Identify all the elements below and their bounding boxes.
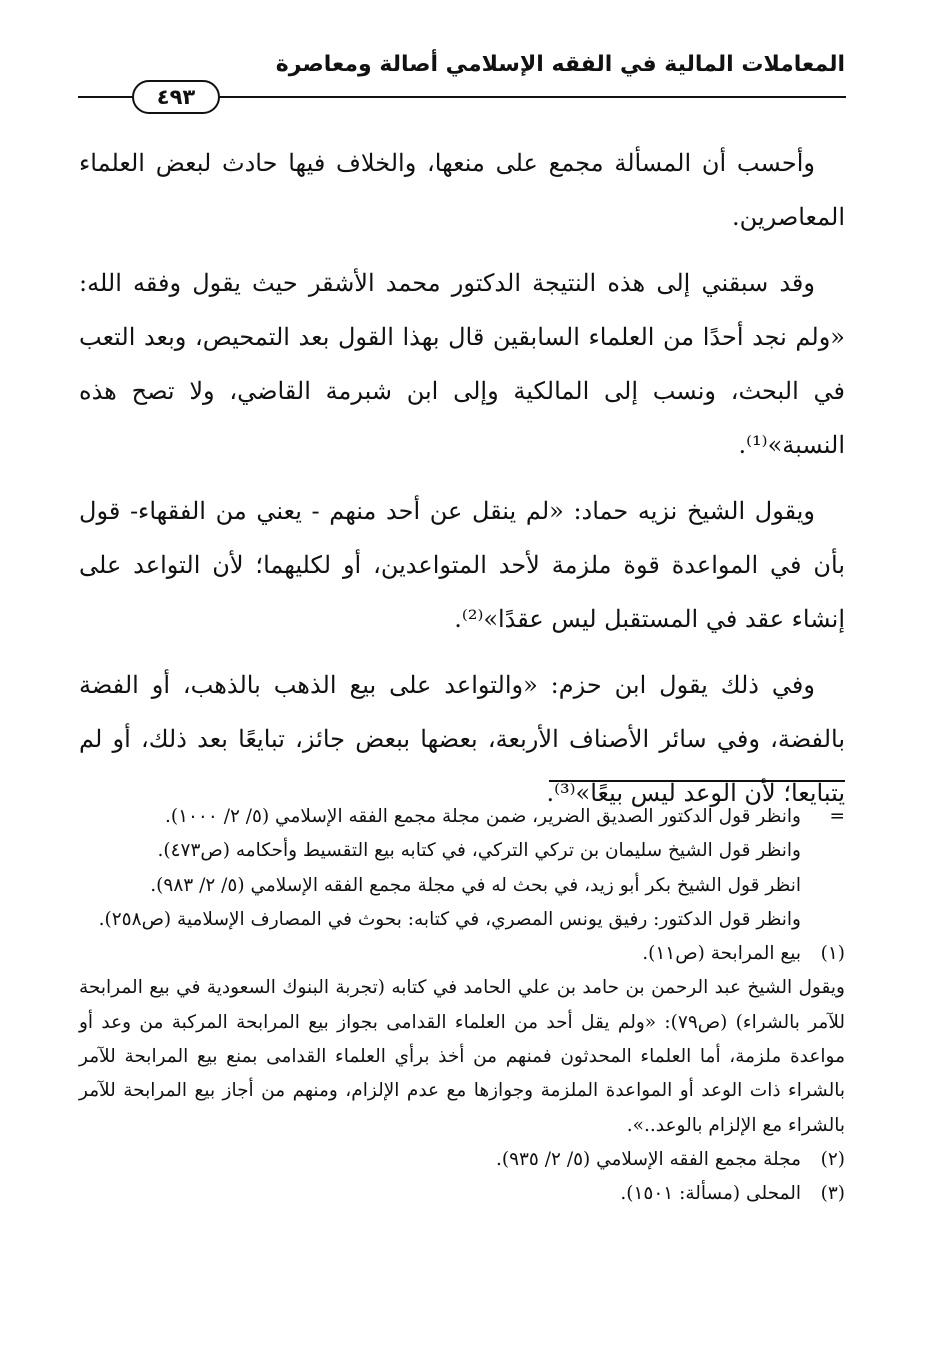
footnote-2 (79, 1143, 845, 1177)
page-number: ٤٩٣ (132, 80, 220, 114)
footnote-mark: (٢) (820, 1148, 845, 1170)
footnote-1 (79, 937, 845, 1143)
footnote-3 (79, 1177, 845, 1211)
footnote-mark: (١) (820, 943, 845, 965)
paragraph-4: وفي ذلك يقول ابن حزم: «والتواعد على بيع الذهب بالذهب، أو الفضة بالفضة، وفي سائر الأصناف الأربعة، بعضها ببعض جائز، تبايعًا بعد ذلك، أو لم يتبايعا؛ لأن الوعد ليس بيعًا»⁽³⁾. (79, 671, 845, 807)
paragraph-1: وأحسب أن المسألة مجمع على منعها، والخلاف فيها حادث لبعض العلماء المعاصرين. (79, 149, 845, 231)
paragraph-2: وقد سبقني إلى هذه النتيجة الدكتور محمد الأشقر حيث يقول وفقه الله: «ولم نجد أحدًا من العلماء السابقين قال بهذا القول بعد التمحيص، وبعد التعب في البحث، ونسب إلى المالكية وإلى ابن شبرمة القاضي، ولا تصح هذه النسبة»⁽¹⁾. (79, 269, 845, 459)
footnote-line: انظر قول الشيخ بكر أبو زيد، في بحث له في مجلة مجمع الفقه الإسلامي (٥/ ٢/ ٩٨٣). (150, 874, 801, 896)
body-text (79, 136, 845, 832)
footnote-line: مجلة مجمع الفقه الإسلامي (٥/ ٢/ ٩٣٥). (495, 1148, 801, 1170)
footnote-rule (549, 780, 845, 782)
footnote-line: بيع المرابحة (ص١١). (642, 943, 801, 965)
footnote-mark: = (829, 806, 845, 827)
footnotes (79, 800, 845, 1212)
paragraph-3: ويقول الشيخ نزيه حماد: «لم ينقل عن أحد منهم - يعني من الفقهاء- قول بأن في المواعدة قوة ملزمة لأحد المتواعدين، أو لكليهما؛ لأن التواعد على إنشاء عقد في المستقبل ليس عقدًا»⁽²⁾. (79, 497, 845, 633)
footnote-line: المحلى (مسألة: ١٥٠١). (620, 1183, 801, 1205)
footnote-line: وانظر قول الدكتور: رفيق يونس المصري، في كتابه: بحوث في المصارف الإسلامية (ص٢٥٨). (98, 908, 801, 930)
footnote-line: ويقول الشيخ عبد الرحمن بن حامد بن علي الحامد في كتابه (تجربة البنوك السعودية في بيع المرابحة للآمر بالشراء) (ص٧٩): «ولم يقل أحد من العلماء القدامى بجواز بيع المرابحة المركبة من وعد أو مواعدة ملزمة، أما العلماء المحدثون فمنهم من أخذ برأي العلماء القدامى بمنع بيع المرابحة للآمر بالشراء ذات الوعد أو المواعدة الملزمة وجوازها مع عدم الإلزام، ومنهم من أجاز بيع المرابحة للآمر بالشراء مع الإلزام بالوعد..». (79, 977, 846, 1136)
footnote-line: وانظر قول الشيخ سليمان بن تركي التركي، في كتابه بيع التقسيط وأحكامه (ص٤٧٣). (157, 840, 801, 862)
running-head-title: المعاملات المالية في الفقه الإسلامي أصالة ومعاصرة (275, 52, 845, 77)
footnote-line: وانظر قول الدكتور الصديق الضرير، ضمن مجلة مجمع الفقه الإسلامي (٥/ ٢/ ١٠٠٠). (164, 806, 801, 827)
footnote-continued (79, 800, 845, 937)
footnote-mark: (٣) (820, 1183, 845, 1205)
